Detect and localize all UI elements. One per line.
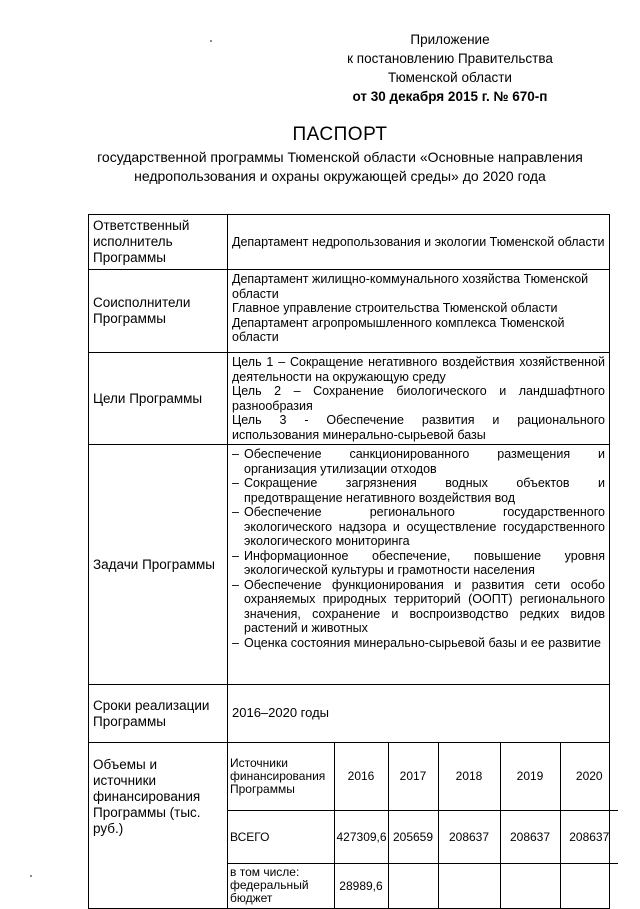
- funding-header-cell: Источники финансирования Программы: [228, 743, 334, 811]
- passport-table: [88, 214, 610, 909]
- responsible-value: Департамент недропользования и экологии Тюменской области: [228, 215, 610, 270]
- coexecutor-item: Главное управление строительства Тюменской области: [232, 301, 558, 315]
- funding-header-cell: 2017: [388, 743, 438, 811]
- task-item: – Обеспечение санкционированного размещения и организация утилизации отходов: [232, 447, 605, 476]
- row-tasks: [89, 445, 610, 685]
- funding-cell-value: 427309,6: [334, 811, 388, 864]
- task-item: – Информационное обеспечение, повышение уровня экологической культуры и грамотности населения: [232, 549, 605, 578]
- document-subtitle: государственной программы Тюменской области «Основные направления недропользования и охраны окружающей среды» до 2020 года: [97, 149, 583, 184]
- funding-cell-value: [560, 864, 618, 909]
- funding-cell: [228, 743, 610, 909]
- funding-cell-value: 208637: [438, 811, 500, 864]
- funding-cell-value: 205659: [388, 811, 438, 864]
- scan-speck: [30, 875, 32, 877]
- scan-speck: [210, 40, 212, 42]
- row-label: Соисполнители Программы: [89, 270, 228, 353]
- coexecutor-item: Департамент жилищно-коммунального хозяйства Тюменской области: [232, 272, 589, 301]
- funding-header-cell: 2019: [500, 743, 560, 811]
- funding-total-row: [228, 811, 618, 864]
- row-goals: [89, 353, 610, 445]
- funding-cell-value: 28989,6: [334, 864, 388, 909]
- document-title: ПАСПОРТ: [292, 124, 388, 145]
- row-funding: [89, 743, 610, 909]
- row-label: Объемы и источники финансирования Программы (тыс. руб.): [89, 743, 228, 909]
- row-label: Ответственный исполнитель Программы: [89, 215, 228, 270]
- coexecutors-list: [228, 270, 610, 353]
- task-item: – Оценка состояния минерально-сырьевой базы и ее развитие: [232, 636, 605, 651]
- row-label: Сроки реализации Программы: [89, 685, 228, 743]
- row-label: Задачи Программы: [89, 445, 228, 685]
- funding-federal-row: [228, 864, 618, 909]
- funding-header-cell: 2020: [560, 743, 618, 811]
- task-item: – Сокращение загрязнения водных объектов и предотвращение негативного воздействия вод: [232, 476, 605, 505]
- funding-header-cell: 2018: [438, 743, 500, 811]
- term-value: 2016–2020 годы: [228, 685, 610, 743]
- task-item: – Обеспечение регионального государственного экологического надзора и осуществление государственного экологического мониторинга: [232, 505, 605, 549]
- row-term: [89, 685, 610, 743]
- row-responsible: [89, 215, 610, 270]
- funding-cell-value: 208637: [560, 811, 618, 864]
- appendix-header: [320, 30, 580, 106]
- task-item: – Обеспечение функционирования и развития сети особо охраняемых природных территорий (ООПТ) регионального значения, сохранение и воспроизводство редких видов растений и животных: [232, 578, 605, 636]
- funding-cell-value: [388, 864, 438, 909]
- funding-table: [228, 743, 618, 908]
- goal-item: Цель 2 – Сохранение биологического и ландшафтного разнообразия: [232, 384, 605, 413]
- goal-item: Цель 3 - Обеспечение развития и рационального использования минерально-сырьевой базы: [232, 413, 605, 442]
- coexecutor-item: Департамент агропромышленного комплекса Тюменской области: [232, 315, 565, 344]
- appendix-line: Приложение: [410, 32, 490, 47]
- row-label: Цели Программы: [89, 353, 228, 445]
- row-coexecutors: [89, 270, 610, 353]
- funding-cell-value: [438, 864, 500, 909]
- funding-cell-value: ВСЕГО: [228, 811, 334, 864]
- goal-item: Цель 1 – Сокращение негативного воздействия хозяйственной деятельности на окружающую среду: [232, 355, 605, 384]
- appendix-line: Тюменской области: [388, 70, 512, 85]
- funding-cell-value: [500, 864, 560, 909]
- funding-header-cell: 2016: [334, 743, 388, 811]
- tasks-list: [228, 445, 610, 685]
- goals-list: [228, 353, 610, 445]
- appendix-date-number: от 30 декабря 2015 г. № 670-п: [352, 89, 548, 104]
- appendix-line: к постановлению Правительства: [347, 51, 553, 66]
- funding-header-row: [228, 743, 618, 811]
- funding-cell-value: 208637: [500, 811, 560, 864]
- funding-cell-value: в том числе: федеральный бюджет: [228, 864, 334, 909]
